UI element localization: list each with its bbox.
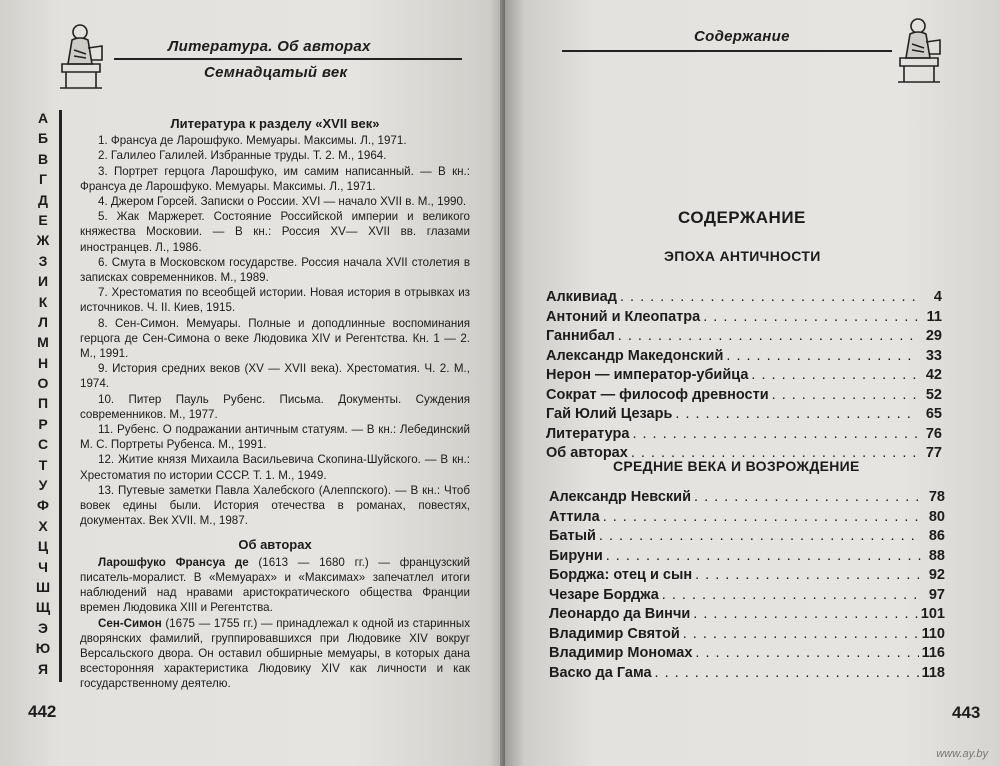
alphabet-letter: С — [37, 436, 49, 453]
toc-entry[interactable] — [546, 289, 942, 309]
toc-entry-title: Ганнибал — [546, 328, 615, 344]
toc-entry-title: Владимир Святой — [549, 625, 680, 642]
toc-leader-dots — [726, 348, 918, 364]
toc-entry-page: 118 — [921, 664, 945, 681]
literature-item: 12. Житие князя Михаила Васильевича Скопина-Шуйского. — В кн.: Хрестоматия по истории СССР. Т. 1. М., 1949. — [80, 453, 470, 482]
toc-entry-page: 116 — [921, 645, 945, 661]
alphabet-letter: Т — [38, 456, 48, 473]
author-name: Сен-Симон — [98, 616, 162, 630]
toc-entry-page: 110 — [921, 625, 945, 642]
toc-section-middle-ages — [549, 489, 945, 684]
toc-entry-page: 88 — [928, 547, 945, 564]
alphabet-letter: У — [38, 477, 48, 494]
scribe-emblem-icon — [52, 20, 110, 92]
alphabet-letter: Л — [38, 313, 48, 330]
literature-item: 2. Галилео Галилей. Избранные труды. Т. 2. М., 1964. — [98, 149, 387, 163]
alphabet-letter: Ю — [35, 640, 51, 657]
toc-entry[interactable] — [549, 645, 945, 665]
toc-entry-title: Нерон — император-убийца — [546, 367, 749, 383]
toc-entry[interactable] — [546, 348, 942, 368]
toc-entry[interactable] — [549, 587, 945, 607]
left-page-number: 442 — [28, 702, 57, 721]
literature-item: 11. Рубенс. О подражании античным статуям. — В кн.: Лебединский М. С. Портреты Рубенса. М., 1991. — [80, 423, 470, 452]
toc-entry-page: 65 — [925, 406, 942, 422]
toc-entry[interactable] — [549, 665, 945, 685]
toc-leader-dots — [703, 309, 918, 325]
toc-entry-title: Антоний и Клеопатра — [546, 308, 701, 325]
toc-leader-dots — [693, 606, 918, 622]
toc-entry-title: Александр Македонский — [546, 347, 724, 364]
toc-entry-page: 77 — [925, 445, 942, 461]
alphabet-letter: М — [37, 334, 49, 351]
toc-leader-dots — [694, 489, 921, 505]
toc-entry[interactable] — [549, 528, 945, 548]
scribe-emblem-icon — [890, 14, 948, 86]
toc-leader-dots — [599, 528, 921, 544]
alphabet-letter: Ж — [36, 232, 50, 249]
literature-item: 8. Сен-Симон. Мемуары. Полные и доподлинные воспоминания герцога де Сен-Симона о веке Людовика XIV и Регентства. Кн. 1 — 2. М., 1991. — [80, 316, 470, 361]
left-header-rule — [114, 58, 462, 60]
toc-entry-page: 11 — [926, 308, 942, 325]
alphabet-letter: Ц — [37, 538, 49, 555]
literature-item: 5. Жак Маржерет. Состояние Российской империи и великого княжества Московии. — В кн.: Россия XV— XVII вв. глазами иностранцев. Л., 1986. — [80, 210, 470, 254]
author-entry — [80, 616, 470, 692]
toc-leader-dots — [655, 665, 919, 681]
toc-entry-title: Об авторах — [546, 445, 628, 461]
toc-entry-title: Леонардо да Винчи — [549, 606, 691, 622]
author-name: Ларошфуко Франсуа де — [98, 555, 249, 569]
toc-entry[interactable] — [546, 406, 942, 426]
toc-entry-page: 101 — [920, 606, 945, 622]
right-page-number: 443 — [952, 703, 981, 722]
toc-leader-dots — [662, 587, 921, 603]
toc-entry-page: 29 — [925, 328, 942, 344]
toc-leader-dots — [772, 387, 918, 403]
toc-entry-page: 4 — [933, 289, 942, 305]
literature-list — [80, 133, 470, 528]
toc-entry[interactable] — [549, 626, 945, 646]
literature-item: 13. Путевые заметки Павла Халебского (Алеппского). — В кн.: Чтоб вовек едины были. История отечества в романах, повестях, документах. Век XVII. М., 1987. — [80, 483, 470, 528]
alphabet-letter: З — [38, 252, 48, 269]
alphabet-letter: И — [37, 273, 49, 290]
authors-heading: Об авторах — [238, 537, 312, 553]
section-heading-antiquity: ЭПОХА АНТИЧНОСТИ — [664, 248, 821, 264]
alphabet-letter: Р — [38, 415, 48, 432]
watermark: www.ay.by — [936, 748, 988, 760]
toc-leader-dots — [675, 406, 918, 422]
alphabet-letter: Э — [38, 619, 48, 636]
toc-leader-dots — [618, 328, 918, 344]
toc-section-antiquity — [546, 289, 942, 465]
alphabet-letter: Ш — [35, 578, 51, 595]
alphabet-letter: Б — [37, 130, 49, 147]
alphabet-letter: А — [37, 110, 49, 126]
contents-title: СОДЕРЖАНИЕ — [678, 208, 806, 227]
alphabet-letter: Ч — [38, 558, 48, 575]
toc-entry[interactable] — [546, 328, 942, 348]
toc-entry[interactable] — [549, 567, 945, 587]
author-bio: (1613 — 1680 гг.) — французский писатель-моралист. В «Мемуарах» и «Максимах» запечатлел итоги наблюдений над нравами аристократического общества Франции времен Людовика XIII и Регентства. — [80, 555, 470, 615]
right-running-head: Содержание — [694, 28, 790, 45]
toc-entry-title: Аттила — [549, 508, 600, 525]
literature-item: 10. Питер Пауль Рубенс. Письма. Документы. Суждения современников. М., 1977. — [80, 392, 470, 421]
toc-entry-title: Батый — [549, 528, 596, 544]
alphabet-letter: Н — [37, 354, 49, 371]
author-entry — [80, 555, 470, 616]
toc-entry-page: 80 — [928, 508, 945, 525]
toc-entry-title: Литература — [546, 425, 630, 442]
literature-section — [80, 116, 470, 692]
toc-entry-page: 42 — [925, 367, 942, 383]
toc-leader-dots — [695, 645, 918, 661]
toc-entry-page: 78 — [928, 489, 945, 505]
toc-entry-page: 76 — [925, 425, 942, 442]
right-header-rule — [562, 50, 892, 52]
toc-entry[interactable] — [546, 387, 942, 407]
alphabet-letter: Д — [38, 191, 48, 208]
alphabet-letter: Х — [38, 517, 48, 534]
toc-entry-page: 33 — [925, 347, 942, 364]
toc-leader-dots — [620, 289, 918, 305]
alphabet-letter: Е — [38, 211, 48, 228]
alphabet-letter: Щ — [35, 599, 51, 616]
toc-entry[interactable] — [546, 309, 942, 329]
toc-entry-title: Борджа: отец и сын — [549, 567, 693, 583]
toc-entry-title: Васко да Гама — [549, 664, 652, 681]
left-running-head: Литература. Об авторах — [168, 38, 371, 55]
toc-entry-page: 92 — [928, 567, 945, 583]
alphabet-letter: В — [37, 150, 49, 167]
toc-entry[interactable] — [549, 548, 945, 568]
alphabet-letter: К — [38, 293, 48, 310]
toc-entry-page: 86 — [928, 528, 945, 544]
alphabet-letter: Я — [37, 660, 49, 677]
literature-item: 1. Франсуа де Ларошфуко. Мемуары. Максимы. Л., 1971. — [98, 134, 407, 148]
toc-entry[interactable] — [546, 367, 942, 387]
toc-entry-title: Бируни — [549, 547, 603, 564]
toc-entry-title: Александр Невский — [549, 489, 692, 505]
literature-item: 3. Портрет герцога Ларошфуко, им самим написанный. — В кн.: Франсуа де Ларошфуко. Мемуары. Максимы. Л., 1971. — [80, 164, 470, 193]
left-page-subtitle: Семнадцатый век — [204, 64, 348, 81]
toc-entry-page: 52 — [925, 386, 942, 403]
alphabet-letter: О — [37, 375, 49, 392]
author-bio: (1675 — 1755 гг.) — принадлежал к одной из старинных дворянских фамилий, группировавшихся при Людовике XIV вокруг Версальского двора. Он оставил обширные мемуары, в которых дана всесторонняя характеристика Людовику XIV как личности и как государственному деятелю. — [80, 616, 470, 691]
toc-leader-dots — [683, 626, 919, 642]
toc-entry-title: Сократ — философ древности — [546, 386, 769, 403]
literature-heading: Литература к разделу «XVII век» — [170, 116, 380, 131]
toc-entry[interactable] — [549, 606, 945, 626]
alphabet-letter: Ф — [37, 497, 49, 514]
toc-leader-dots — [632, 426, 918, 442]
toc-entry-title: Владимир Мономах — [549, 645, 693, 661]
toc-entry[interactable] — [549, 509, 945, 529]
toc-leader-dots — [606, 548, 921, 564]
literature-item: 7. Хрестоматия по всеобщей истории. Новая история в отрывках из источников. Ч. II. Киев, 1915. — [80, 286, 470, 315]
toc-entry-page: 97 — [928, 586, 945, 603]
toc-entry-title: Алкивиад — [546, 289, 617, 305]
alphabet-letter: П — [37, 395, 49, 412]
literature-item: 9. История средних веков (XV — XVII века). Хрестоматия. Ч. 2. М., 1974. — [80, 362, 470, 391]
toc-leader-dots — [751, 367, 918, 383]
literature-item: 4. Джером Горсей. Записки о России. XVI — начало XVII в. М., 1990. — [98, 195, 467, 209]
toc-leader-dots — [695, 567, 921, 583]
toc-entry-title: Чезаре Борджа — [549, 586, 659, 603]
toc-leader-dots — [603, 509, 921, 525]
section-heading-middle-ages: СРЕДНИЕ ВЕКА И ВОЗРОЖДЕНИЕ — [613, 458, 860, 474]
toc-entry-title: Гай Юлий Цезарь — [546, 406, 673, 422]
toc-entry[interactable] — [549, 489, 945, 509]
toc-entry[interactable] — [546, 426, 942, 446]
alphabet-index — [30, 110, 56, 681]
alphabet-letter: Г — [39, 171, 47, 188]
literature-item: 6. Смута в Московском государстве. Россия начала XVII столетия в записках современников. М., 1989. — [80, 255, 470, 285]
alphabet-rule — [59, 110, 62, 682]
